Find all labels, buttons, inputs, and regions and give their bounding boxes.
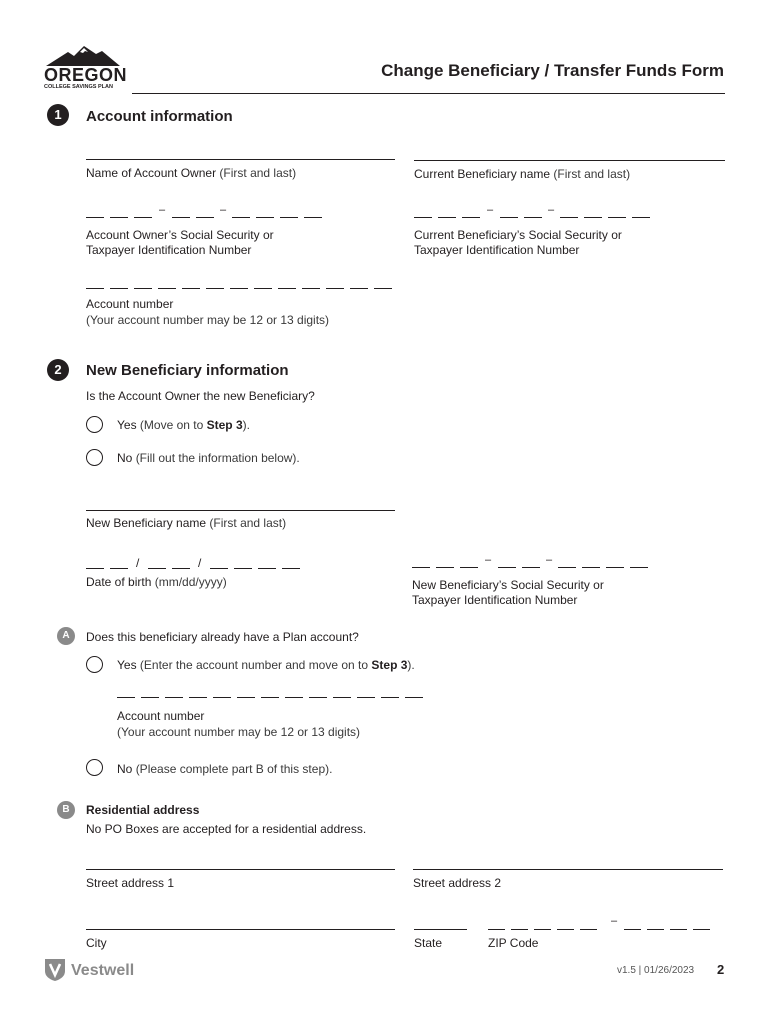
part-a-account-number-field[interactable] (117, 691, 437, 701)
part-b-title: Residential address (86, 803, 200, 817)
yes-radio[interactable] (86, 416, 103, 433)
street-address-2-label: Street address 2 (413, 876, 502, 890)
version-date: v1.5 | 01/26/2023 (617, 965, 695, 976)
date-of-birth-field[interactable]: / / (86, 556, 306, 570)
page-number: 2 (717, 962, 725, 977)
account-number-field[interactable] (86, 282, 406, 292)
owner-name-label: Name of Account Owner (First and last) (86, 166, 297, 180)
header-rule (132, 93, 725, 94)
owner-is-beneficiary-question: Is the Account Owner the new Beneficiary? (86, 389, 315, 403)
account-number-label: Account number (86, 297, 174, 311)
vestwell-wordmark: Vestwell (71, 962, 135, 979)
street-address-2-field[interactable] (413, 869, 723, 870)
current-beneficiary-ssn-label: Current Beneficiary’s Social Security or Taxpayer Identification Number (414, 228, 622, 257)
part-a-yes-label: Yes (Enter the account number and move on to Step 3). (117, 658, 415, 672)
oregon-logo (44, 44, 128, 92)
city-field[interactable] (86, 929, 395, 930)
yes-option-label: Yes (Move on to Step 3). (117, 418, 250, 432)
current-beneficiary-field[interactable] (414, 160, 725, 161)
step-1-badge: 1 (47, 104, 69, 126)
part-a-yes-radio[interactable] (86, 656, 103, 673)
no-option-label: No (Fill out the information below). (117, 451, 300, 465)
part-a-no-label: No (Please complete part B of this step). (117, 762, 333, 776)
new-beneficiary-ssn-label: New Beneficiary’s Social Security or Taxpayer Identification Number (412, 578, 604, 607)
part-a-account-number-label: Account number (117, 709, 205, 723)
street-address-1-label: Street address 1 (86, 876, 175, 890)
new-beneficiary-name-label: New Beneficiary name (First and last) (86, 516, 287, 530)
current-beneficiary-label: Current Beneficiary name (First and last) (414, 167, 631, 181)
part-b-note: No PO Boxes are accepted for a residential address. (86, 822, 367, 836)
part-a-account-number-hint: (Your account number may be 12 or 13 digits) (117, 725, 361, 739)
part-a-no-radio[interactable] (86, 759, 103, 776)
new-beneficiary-ssn-field[interactable]: – – (412, 555, 657, 569)
section-2-title: New Beneficiary information (86, 362, 289, 379)
owner-ssn-label: Account Owner’s Social Security or Taxpayer Identification Number (86, 228, 274, 257)
form-title: Change Beneficiary / Transfer Funds Form (381, 61, 724, 80)
section-1-title: Account information (86, 108, 233, 125)
logo-tagline: COLLEGE SAVINGS PLAN (44, 84, 113, 90)
date-of-birth-label: Date of birth (mm/dd/yyyy) (86, 575, 227, 589)
city-label: City (86, 936, 107, 950)
owner-ssn-field[interactable]: – – (86, 205, 331, 219)
part-b-badge: B (57, 801, 75, 819)
no-radio[interactable] (86, 449, 103, 466)
zip-code-label: ZIP Code (488, 936, 539, 950)
zip-code-field[interactable]: – (488, 914, 723, 930)
logo-wordmark: OREGON (44, 65, 128, 85)
vestwell-shield-icon (44, 958, 66, 982)
owner-name-field[interactable] (86, 159, 395, 160)
new-beneficiary-name-field[interactable] (86, 510, 395, 511)
step-2-badge: 2 (47, 359, 69, 381)
vestwell-logo (44, 958, 144, 984)
street-address-1-field[interactable] (86, 869, 395, 870)
account-number-hint: (Your account number may be 12 or 13 digits) (86, 313, 330, 327)
state-label: State (414, 936, 443, 950)
state-field[interactable] (414, 929, 467, 930)
part-a-badge: A (57, 627, 75, 645)
part-a-question: Does this beneficiary already have a Plan account? (86, 630, 359, 644)
current-beneficiary-ssn-field[interactable]: – – (414, 205, 659, 219)
